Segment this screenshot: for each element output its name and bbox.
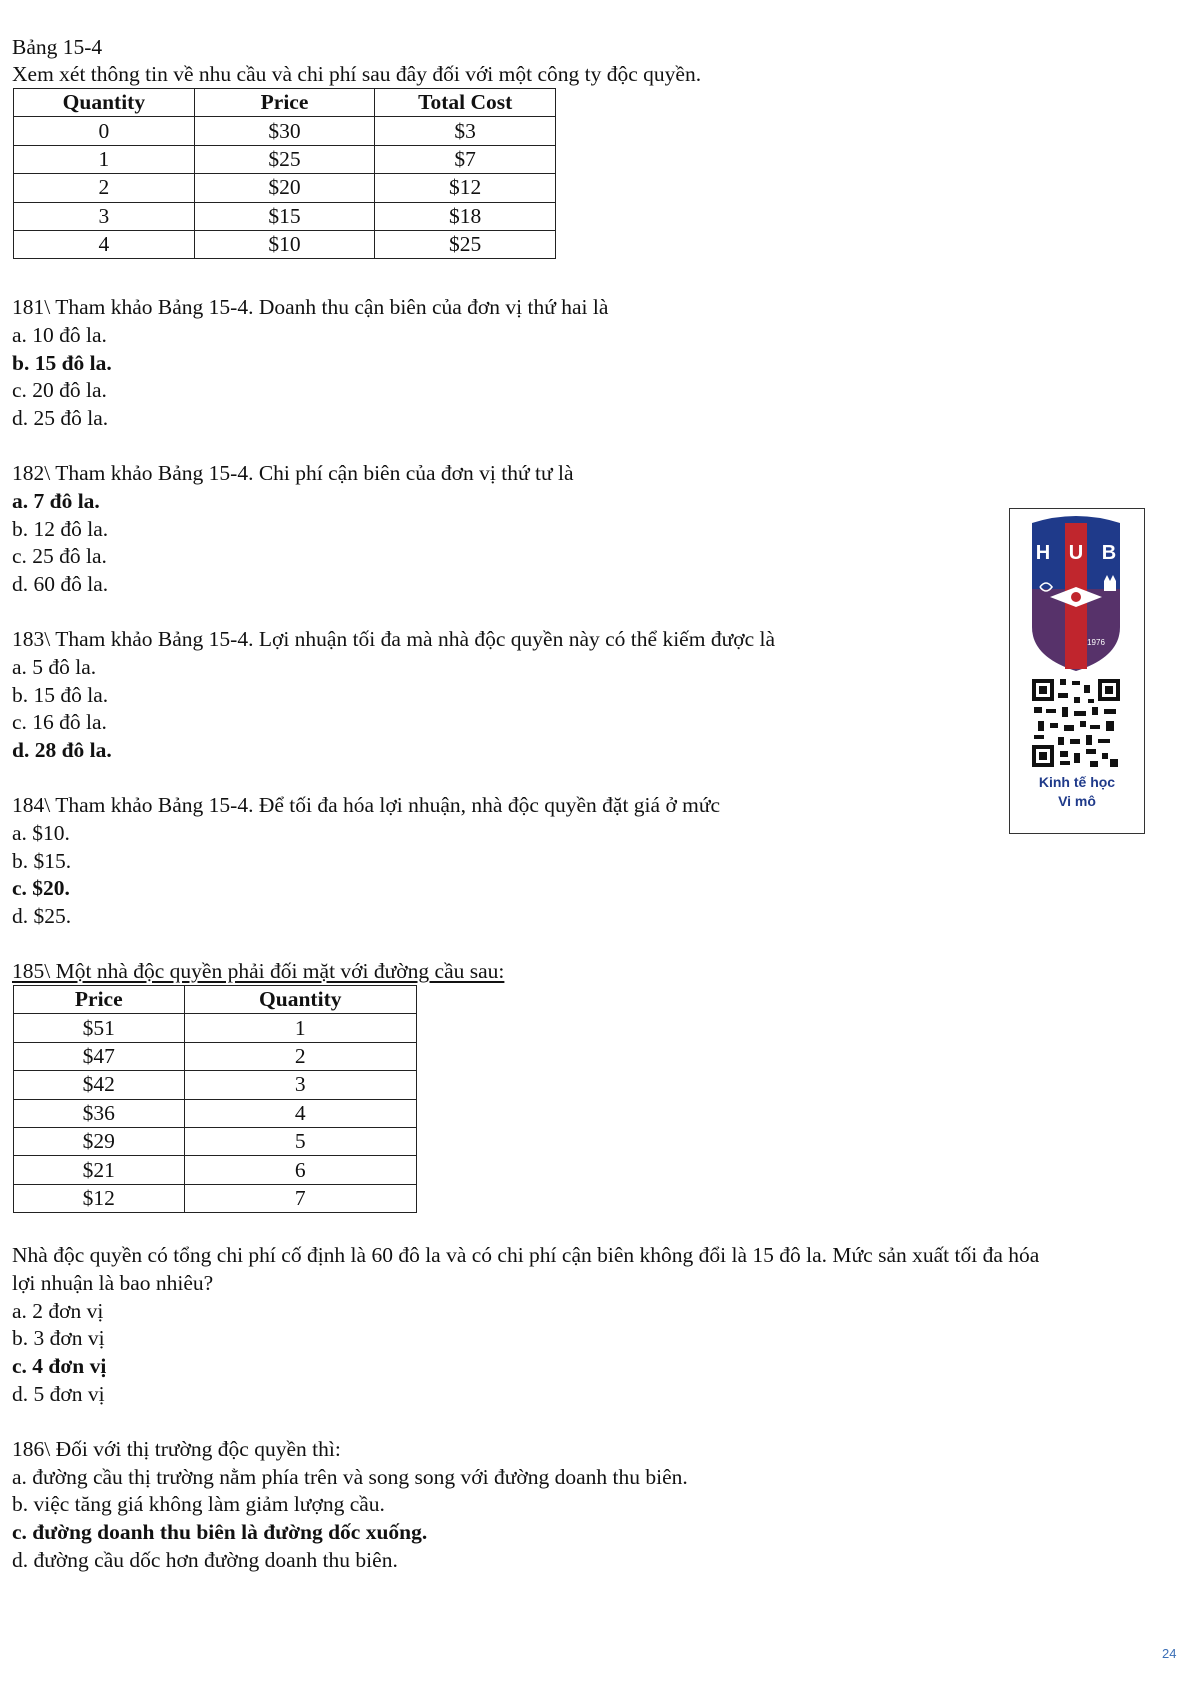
cell-price: $51	[14, 1014, 185, 1042]
q181-option-a: a. 10 đô la.	[12, 323, 107, 347]
question-185-stem	[12, 958, 504, 984]
q186-option-b: b. việc tăng giá không làm giảm lượng cầu.	[12, 1492, 385, 1516]
q182-option-a-correct: a. 7 đô la.	[12, 489, 100, 513]
q184-option-c-correct: c. $20.	[12, 876, 70, 900]
logo-year: 1976	[1087, 638, 1105, 647]
table-title: Bảng 15-4	[12, 35, 103, 59]
q182-option-d: d. 60 đô la.	[12, 572, 109, 596]
col-header-total-cost: Total Cost	[375, 89, 556, 117]
cell-quantity: 6	[184, 1156, 416, 1184]
q182-option-b: b. 12 đô la.	[12, 517, 109, 541]
q185-option-b: b. 3 đơn vị	[12, 1326, 105, 1350]
q185-text-line-1: Nhà độc quyền có tổng chi phí cố định là 60 đô la và có chi phí cận biên không đổi là 15 đô la. Mức sản xuất tối đa hóa	[12, 1243, 1040, 1267]
table-row	[14, 1184, 417, 1212]
table-row	[14, 202, 556, 230]
q183-option-c: c. 16 đô la.	[12, 710, 107, 734]
cell-quantity: 4	[14, 230, 195, 258]
cell-price: $21	[14, 1156, 185, 1184]
q186-option-c-correct: c. đường doanh thu biên là đường dốc xuống.	[12, 1520, 428, 1544]
q181-option-b-correct: b. 15 đô la.	[12, 351, 112, 375]
col-header-price: Price	[194, 89, 375, 117]
table-row	[14, 1042, 417, 1070]
cell-price: $42	[14, 1071, 185, 1099]
q186-option-d: d. đường cầu dốc hơn đường doanh thu biên.	[12, 1548, 398, 1572]
cell-quantity: 3	[14, 202, 195, 230]
q182-option-c: c. 25 đô la.	[12, 544, 107, 568]
cell-price: $20	[194, 174, 375, 202]
cell-total-cost: $7	[375, 145, 556, 173]
cell-quantity: 2	[184, 1042, 416, 1070]
question-184-stem: 184\ Tham khảo Bảng 15-4. Để tối đa hóa lợi nhuận, nhà độc quyền đặt giá ở mức	[12, 793, 721, 817]
q185-option-c-correct: c. 4 đơn vị	[12, 1354, 107, 1378]
table-row	[14, 230, 556, 258]
cell-quantity: 0	[14, 117, 195, 145]
demand-table	[13, 985, 417, 1213]
cell-price: $10	[194, 230, 375, 258]
q184-option-d: d. $25.	[12, 904, 72, 928]
q184-option-b: b. $15.	[12, 849, 72, 873]
q183-option-a: a. 5 đô la.	[12, 655, 97, 679]
logo-letter-b: B	[1101, 542, 1117, 564]
emblem-center-icon	[1071, 592, 1081, 602]
q181-option-c: c. 20 đô la.	[12, 378, 107, 402]
cell-price: $30	[194, 117, 375, 145]
q181-option-d: d. 25 đô la.	[12, 406, 109, 430]
q185-option-d: d. 5 đơn vị	[12, 1382, 105, 1406]
question-181-stem: 181\ Tham khảo Bảng 15-4. Doanh thu cận biên của đơn vị thứ hai là	[12, 295, 609, 319]
logo-caption-line-1: Kinh tế học	[1038, 774, 1116, 790]
q185-option-a: a. 2 đơn vị	[12, 1299, 104, 1323]
cell-quantity: 1	[184, 1014, 416, 1042]
table-row	[14, 1127, 417, 1155]
question-186-stem: 186\ Đối với thị trường độc quyền thì:	[12, 1437, 341, 1461]
cell-price: $29	[14, 1127, 185, 1155]
cell-price: $47	[14, 1042, 185, 1070]
table-15-4	[13, 88, 556, 259]
col-header-price: Price	[14, 986, 185, 1014]
cell-quantity: 5	[184, 1127, 416, 1155]
cell-price: $15	[194, 202, 375, 230]
cell-quantity: 4	[184, 1099, 416, 1127]
table-row	[14, 1156, 417, 1184]
cell-quantity: 3	[184, 1071, 416, 1099]
cell-quantity: 1	[14, 145, 195, 173]
table-row	[14, 117, 556, 145]
page-number: 24	[1162, 1646, 1177, 1661]
table-row	[14, 1099, 417, 1127]
cell-price: $25	[194, 145, 375, 173]
cell-quantity: 2	[14, 174, 195, 202]
q183-option-d-correct: d. 28 đô la.	[12, 738, 112, 762]
cell-price: $36	[14, 1099, 185, 1127]
cell-total-cost: $3	[375, 117, 556, 145]
q185-text-line-2: lợi nhuận là bao nhiêu?	[12, 1271, 214, 1295]
logo-letter-u: U	[1068, 542, 1084, 564]
table-row	[14, 1071, 417, 1099]
q183-option-b: b. 15 đô la.	[12, 683, 109, 707]
qr-code-icon	[1032, 679, 1120, 767]
table-row	[14, 174, 556, 202]
cell-price: $12	[14, 1184, 185, 1212]
logo-letter-h: H	[1035, 542, 1051, 564]
cell-total-cost: $12	[375, 174, 556, 202]
cell-quantity: 7	[184, 1184, 416, 1212]
q186-option-a: a. đường cầu thị trường nằm phía trên và song song với đường doanh thu biên.	[12, 1465, 688, 1489]
col-header-quantity: Quantity	[184, 986, 416, 1014]
question-183-stem: 183\ Tham khảo Bảng 15-4. Lợi nhuận tối đa mà nhà độc quyền này có thể kiếm được là	[12, 627, 776, 651]
table-row	[14, 145, 556, 173]
table-row	[14, 1014, 417, 1042]
cell-total-cost: $18	[375, 202, 556, 230]
col-header-quantity: Quantity	[14, 89, 195, 117]
q184-option-a: a. $10.	[12, 821, 70, 845]
hub-logo-box	[1009, 508, 1145, 834]
logo-caption-line-2: Vi mô	[1058, 793, 1096, 809]
question-185-stem-text: 185\ Một nhà độc quyền phải đối mặt với đường cầu sau:	[12, 959, 505, 983]
cell-total-cost: $25	[375, 230, 556, 258]
question-182-stem: 182\ Tham khảo Bảng 15-4. Chi phí cận biên của đơn vị thứ tư là	[12, 461, 574, 485]
intro-text: Xem xét thông tin về nhu cầu và chi phí sau đây đối với một công ty độc quyền.	[12, 62, 702, 86]
